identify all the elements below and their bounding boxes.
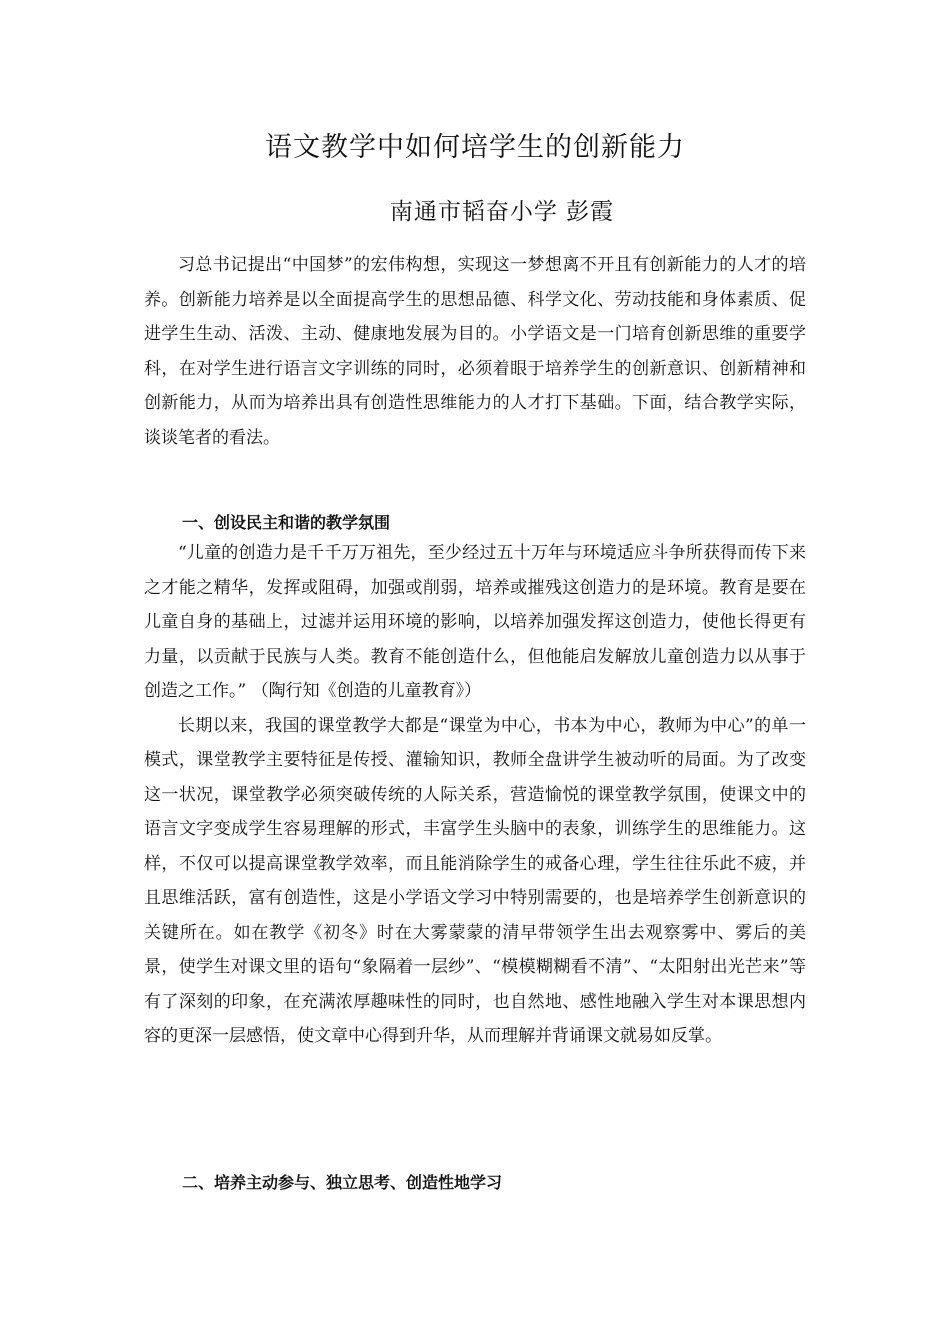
author-line: 南通市韬奋小学 彭霞 bbox=[389, 199, 615, 225]
section-heading-2: 二、培养主动参与、独立思考、创造性地学习 bbox=[182, 1173, 503, 1192]
section-heading-1: 一、创设民主和谐的教学氛围 bbox=[182, 513, 391, 532]
section-1-body bbox=[144, 536, 806, 1054]
quote-paragraph: “儿童的创造力是千千万万祖先，至少经过五十万年与环境适应斗争所获得而传下来之才能之精华，发挥或阻碍，加强或削弱，培养或摧残这创造力的是环境。教育是要在儿童自身的基础上，过滤并运用环境的影响，以培养加强发挥这创造力，使他长得更有力量，以贡献于民族与人类。教育不能创造什么，但他能启发解放儿童创造力以从事于创造之工作。” （陶行知《创造的儿童教育》） bbox=[144, 543, 806, 701]
document-title: 语文教学中如何培学生的创新能力 bbox=[265, 132, 685, 163]
body-paragraph: 长期以来，我国的课堂教学大都是“课堂为中心，书本为中心，教师为中心”的单一模式，课堂教学主要特征是传授、灌输知识，教师全盘讲学生被动听的局面。为了改变这一状况，课堂教学必须突破传统的人际关系，营造愉悦的课堂教学氛围，使课文中的语言文字变成学生容易理解的形式，丰富学生头脑中的表象，训练学生的思维能力。这样，不仅可以提高课堂教学效率，而且能消除学生的戒备心理，学生往往乐此不疲，并且思维活跃，富有创造性，这是小学语文学习中特别需要的，也是培养学生创新意识的关键所在。如在教学《初冬》时在大雾蒙蒙的清早带领学生出去观察雾中、雾后的美景，使学生对课文里的语句“象隔着一层纱”、“模模糊糊看不清”、“太阳射出光芒来”等有了深刻的印象，在充满浓厚趣味性的同时，也自然地、感性地融入学生对本课思想内容的更深一层感悟，使文章中心得到升华，从而理解并背诵课文就易如反掌。 bbox=[144, 715, 806, 1046]
intro-paragraph: 习总书记提出“中国梦”的宏伟构想，实现这一梦想离不开且有创新能力的人才的培养。创新能力培养是以全面提高学生的思想品德、科学文化、劳动技能和身体素质、促进学生生动、活泼、主动、健康地发展为目的。小学语文是一门培育创新思维的重要学科，在对学生进行语言文字训练的同时，必须着眼于培养学生的创新意识、创新精神和创新能力，从而为培养出具有创造性思维能力的人才打下基础。下面，结合教学实际，谈谈笔者的看法。 bbox=[144, 255, 806, 448]
intro-section bbox=[144, 248, 806, 455]
